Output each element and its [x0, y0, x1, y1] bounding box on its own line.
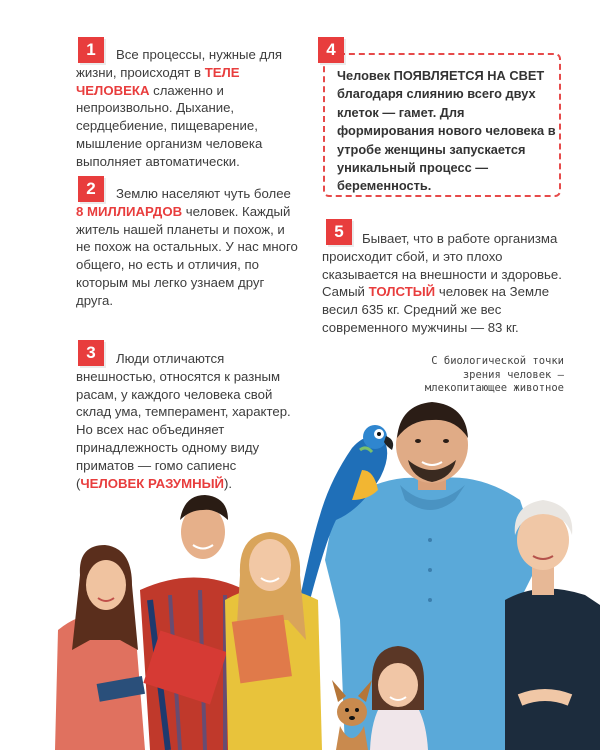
blonde-girl-figure	[225, 532, 322, 750]
number-badge-2: 2	[78, 176, 104, 202]
fact-3-text-start: Люди отличаются внешностью, относятся к разным расам, у каждого человека свой склад ума, темперамент, характер. Но всех нас объединяет принадлежность одному виду приматов — гомо сапиенс (	[76, 351, 291, 491]
fact-5-highlight: ТОЛСТЫЙ	[368, 284, 436, 300]
fact-4-text-end: благодаря слиянию всего двух клеток — гамет. Для формирования нового человека в утробе женщины запускается уникальный процесс — беременность.	[337, 86, 556, 194]
fact-2-text-start: Землю населяют чуть более	[116, 186, 291, 201]
fact-1-text-end: слаженно и непроизвольно. Дыхание, сердцебиение, пищеварение, мышление организм человека выполняет автоматически.	[76, 82, 263, 169]
number-badge-1: 1	[78, 37, 104, 63]
number-badge-5: 5	[326, 219, 352, 245]
fact-3-highlight: ЧЕЛОВЕК РАЗУМНЫЙ	[80, 475, 225, 491]
child-figure	[370, 646, 428, 750]
fact-1-text-start: Все процессы, нужные для жизни, происходят в	[76, 47, 283, 80]
girl-left-figure	[55, 545, 145, 750]
photo-caption: С биологической точки зрения человек — млекопитающее животное	[424, 355, 564, 394]
fact-2-highlight: 8 МИЛЛИАРДОВ	[76, 203, 183, 219]
fact-1-highlight: ТЕЛЕ ЧЕЛОВЕКА	[76, 64, 240, 98]
number-badge-4: 4	[318, 37, 344, 63]
older-woman-figure	[505, 500, 600, 750]
fact-paragraph-4	[337, 67, 557, 196]
fact-paragraph-5	[322, 230, 567, 337]
number-badge-3: 3	[78, 340, 104, 366]
fact-4-text-start: Человек	[337, 68, 394, 83]
fact-paragraph-2	[76, 185, 301, 310]
fact-4-highlight: ПОЯВЛЯЕТСЯ НА СВЕТ	[393, 68, 545, 83]
fact-paragraph-3	[76, 350, 304, 492]
fact-3-text-end: ).	[224, 475, 233, 491]
young-man-figure	[140, 495, 245, 750]
parrot-figure	[300, 425, 393, 600]
fact-5-text-start: Бывает, что в работе организма происходит сбой, и это плохо сказывается на внешности и здоровье. Самый	[322, 231, 562, 300]
fact-paragraph-1	[76, 46, 308, 171]
fact-5-text-end: человек на Земле весил 635 кг. Средний же вес современного мужчины — 83 кг.	[322, 284, 550, 335]
fact-2-text-end: человек. Каждый житель нашей планеты и похож, и не похож на остальных. У нас много общего, но есть и отличия, по которым мы легко узнаем друг друга.	[76, 203, 298, 308]
dog-figure	[332, 680, 372, 750]
man-figure	[325, 402, 540, 750]
